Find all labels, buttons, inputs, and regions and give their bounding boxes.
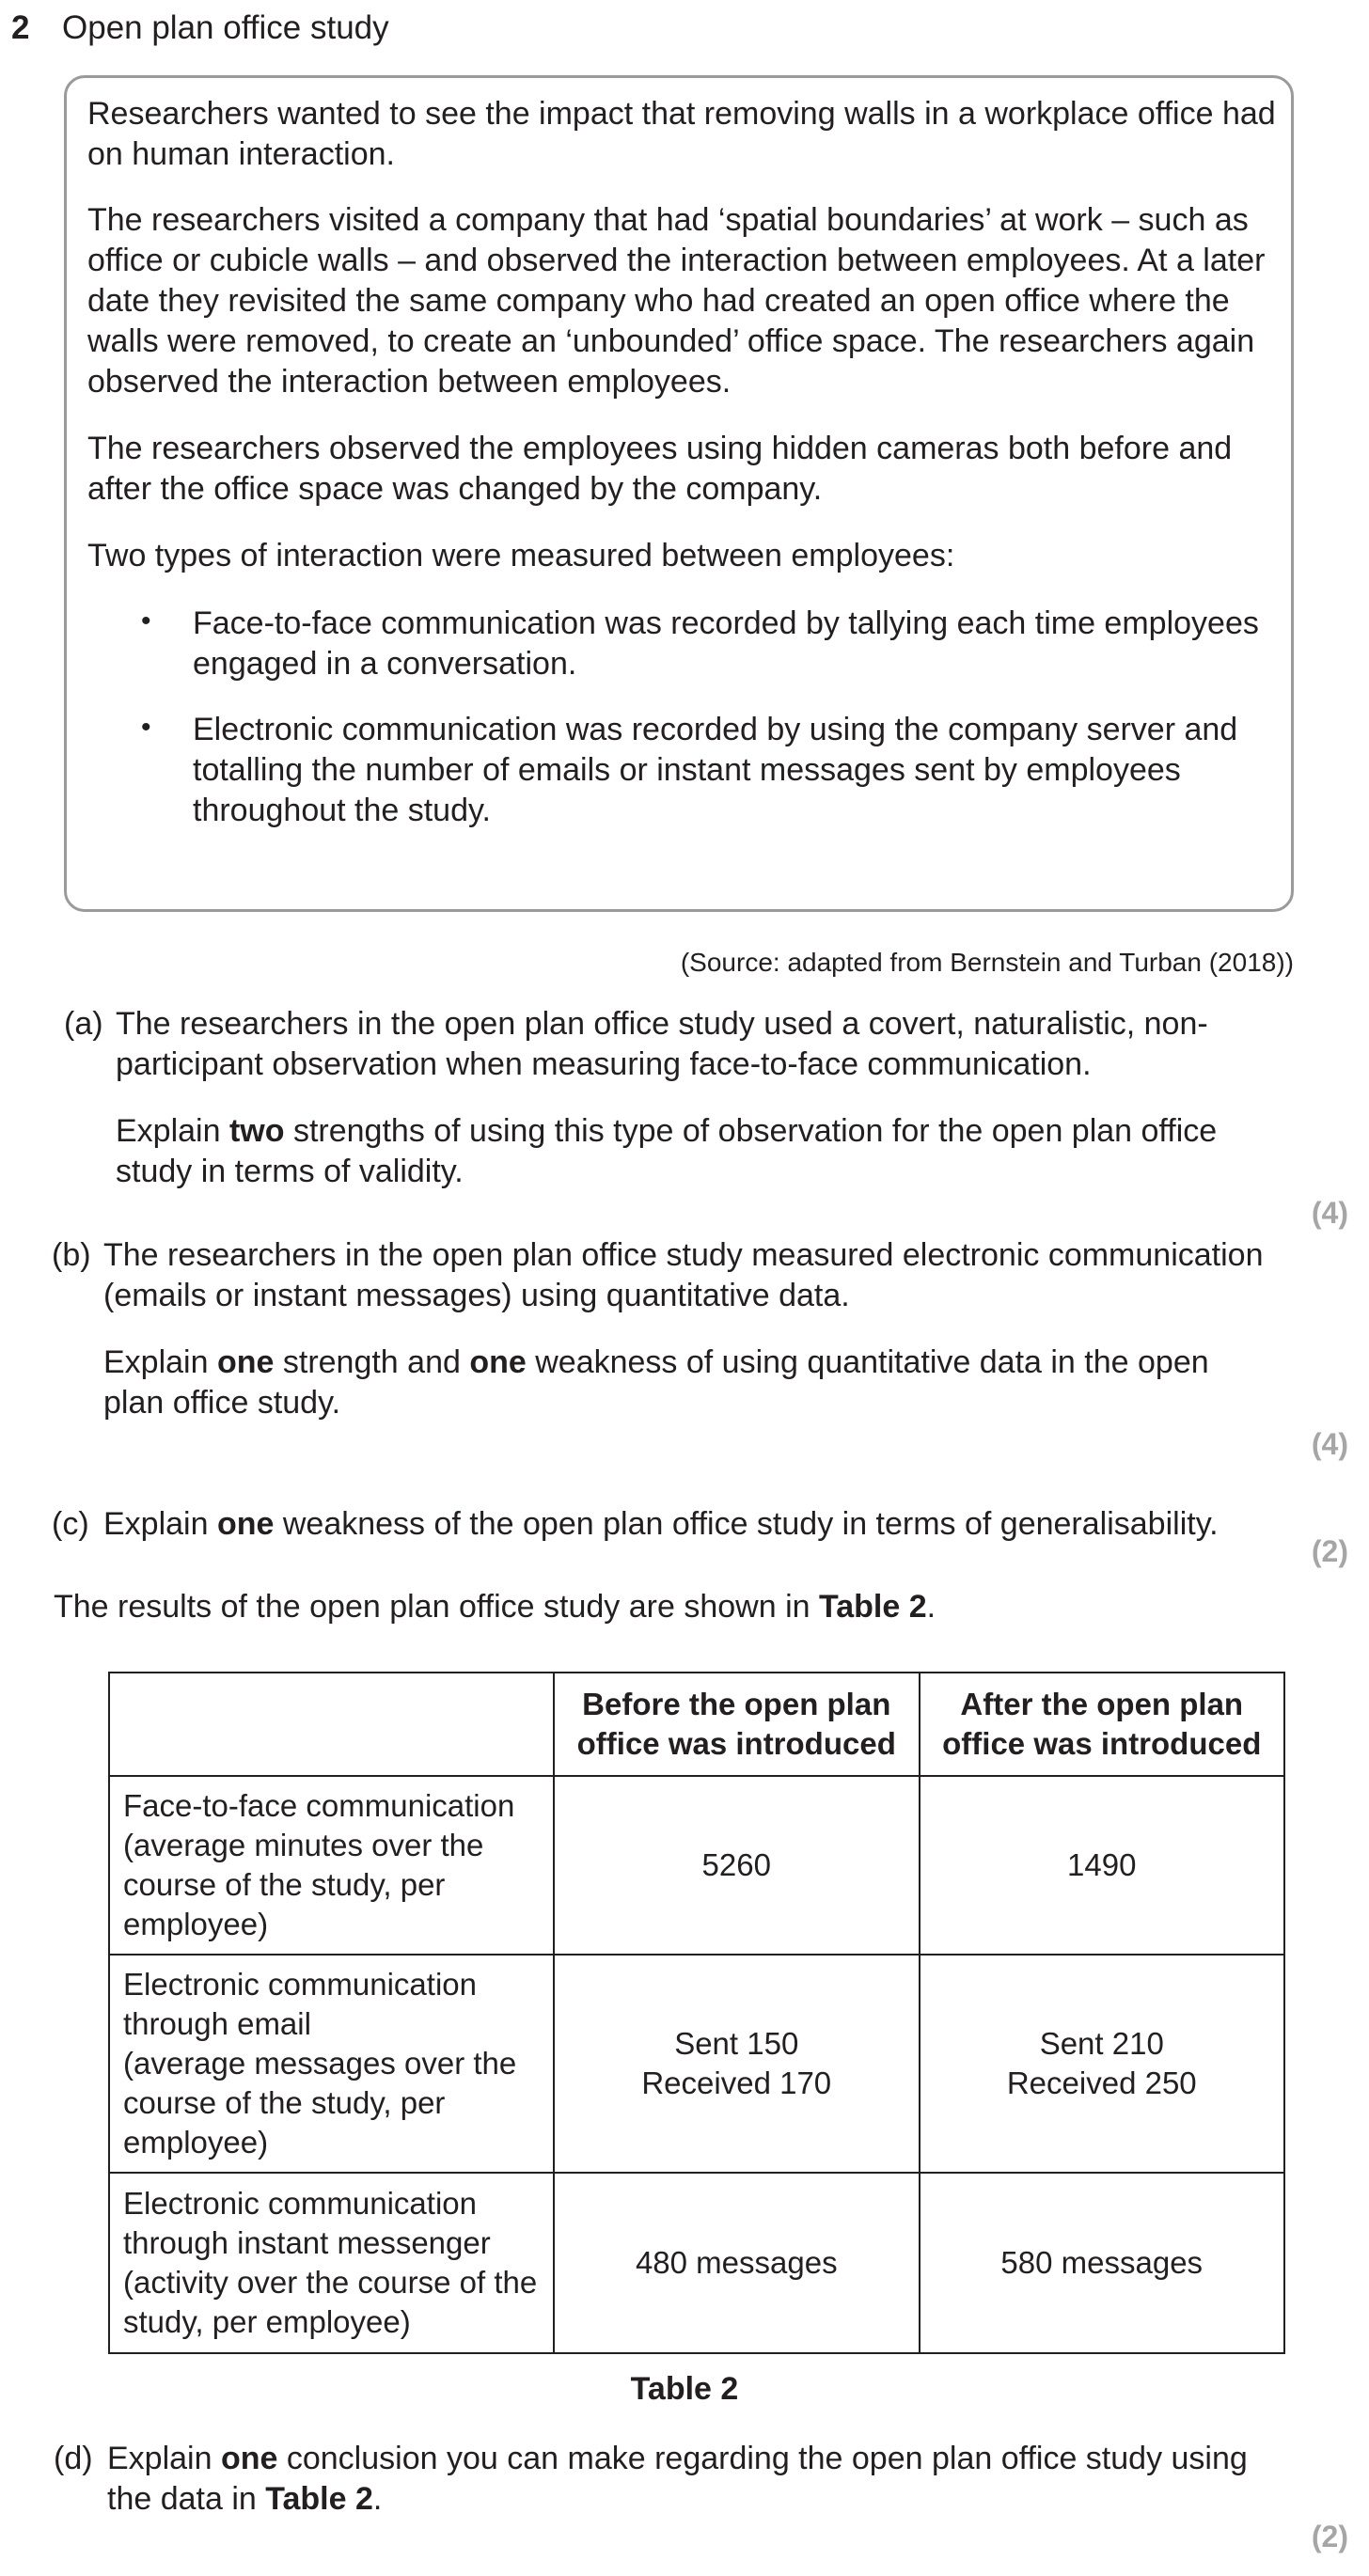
cell-email-before-sent: Sent 150: [674, 2026, 799, 2061]
cell-instant-messenger-before: 480 messages: [554, 2173, 919, 2353]
stimulus-paragraph-1: Researchers wanted to see the impact that removing walls in a workplace office had on human interaction.: [87, 96, 1276, 172]
row-label-email-line2: (average messages over the course of the study, per employee): [123, 2046, 517, 2160]
stimulus-bullet-1: Face-to-face communication was recorded by tallying each time employees engaged in a conversation.: [193, 605, 1259, 682]
cell-instant-messenger-after: 580 messages: [920, 2173, 1285, 2353]
part-c-instruction: Explain one weakness of the open plan office study in terms of generalisability.: [103, 1506, 1219, 1542]
cell-email-after: [920, 1955, 1285, 2173]
part-a-label: (a): [64, 1006, 103, 1042]
table-header-row: [109, 1673, 1284, 1776]
part-d-instruction: Explain one conclusion you can make regarding the open plan office study using the data in Table 2.: [107, 2441, 1248, 2517]
stimulus-paragraph-3: The researchers observed the employees using hidden cameras both before and after the office space was changed by the company.: [87, 431, 1233, 507]
table-row: [109, 1776, 1284, 1955]
question-number: 2: [11, 9, 30, 46]
cell-face-to-face-after: 1490: [920, 1776, 1285, 1955]
row-label-email-line1: Electronic communication through email: [123, 1967, 477, 2041]
table-header-after: After the open plan office was introduced: [920, 1673, 1285, 1776]
row-label-face-to-face: Face-to-face communication (average minutes over the course of the study, per employee): [109, 1776, 554, 1955]
table-row: [109, 1955, 1284, 2173]
part-b-text: The researchers in the open plan office study measured electronic communication (emails or instant messages) using quantitative data.: [103, 1237, 1264, 1313]
results-table: [108, 1672, 1285, 2354]
part-a-instruction: Explain two strengths of using this type of observation for the open plan office study in terms of validity.: [116, 1113, 1218, 1189]
source-citation: (Source: adapted from Bernstein and Turban (2018)): [680, 948, 1294, 977]
stimulus-paragraph-4: Two types of interaction were measured between employees:: [87, 538, 955, 573]
cell-email-before: [554, 1955, 919, 2173]
table-row: [109, 2173, 1284, 2353]
part-c-label: (c): [52, 1506, 89, 1542]
part-b-marks: (4): [1311, 1427, 1348, 1461]
table-header-empty: [109, 1673, 554, 1776]
question-title: Open plan office study: [62, 9, 389, 46]
part-b-instruction: Explain one strength and one weakness of using quantitative data in the open plan office study.: [103, 1344, 1209, 1421]
part-a-text: The researchers in the open plan office study used a covert, naturalistic, non-participant observation when measuring face-to-face communication.: [116, 1006, 1208, 1082]
row-label-instant-messenger: Electronic communication through instant messenger (activity over the course of the study, per employee): [109, 2173, 554, 2353]
bullet-point: •: [141, 605, 151, 636]
part-d-label: (d): [54, 2441, 93, 2476]
part-a-marks: (4): [1311, 1196, 1348, 1230]
row-label-email: [109, 1955, 554, 2173]
part-d-marks: (2): [1311, 2520, 1348, 2553]
cell-email-before-received: Received 170: [641, 2066, 832, 2100]
cell-email-after-received: Received 250: [1006, 2066, 1197, 2100]
part-b-label: (b): [52, 1237, 91, 1273]
table-header-before: Before the open plan office was introduced: [554, 1673, 919, 1776]
table-caption: Table 2: [630, 2371, 739, 2407]
part-c-marks: (2): [1311, 1534, 1348, 1568]
stimulus-bullet-2: Electronic communication was recorded by using the company server and totalling the number of emails or instant messages sent by employees throughout the study.: [193, 712, 1238, 828]
cell-face-to-face-before: 5260: [554, 1776, 919, 1955]
results-intro: The results of the open plan office study are shown in Table 2.: [54, 1589, 936, 1625]
stimulus-paragraph-2: The researchers visited a company that had ‘spatial boundaries’ at work – such as office or cubicle walls – and observed the interaction between employees. At a later date they revisited the same company who had created an open office where the walls were removed, to create an ‘unbounded’ office space. The researchers again observed the interaction between employees.: [87, 202, 1266, 400]
bullet-point: •: [141, 712, 151, 743]
cell-email-after-sent: Sent 210: [1039, 2026, 1164, 2061]
